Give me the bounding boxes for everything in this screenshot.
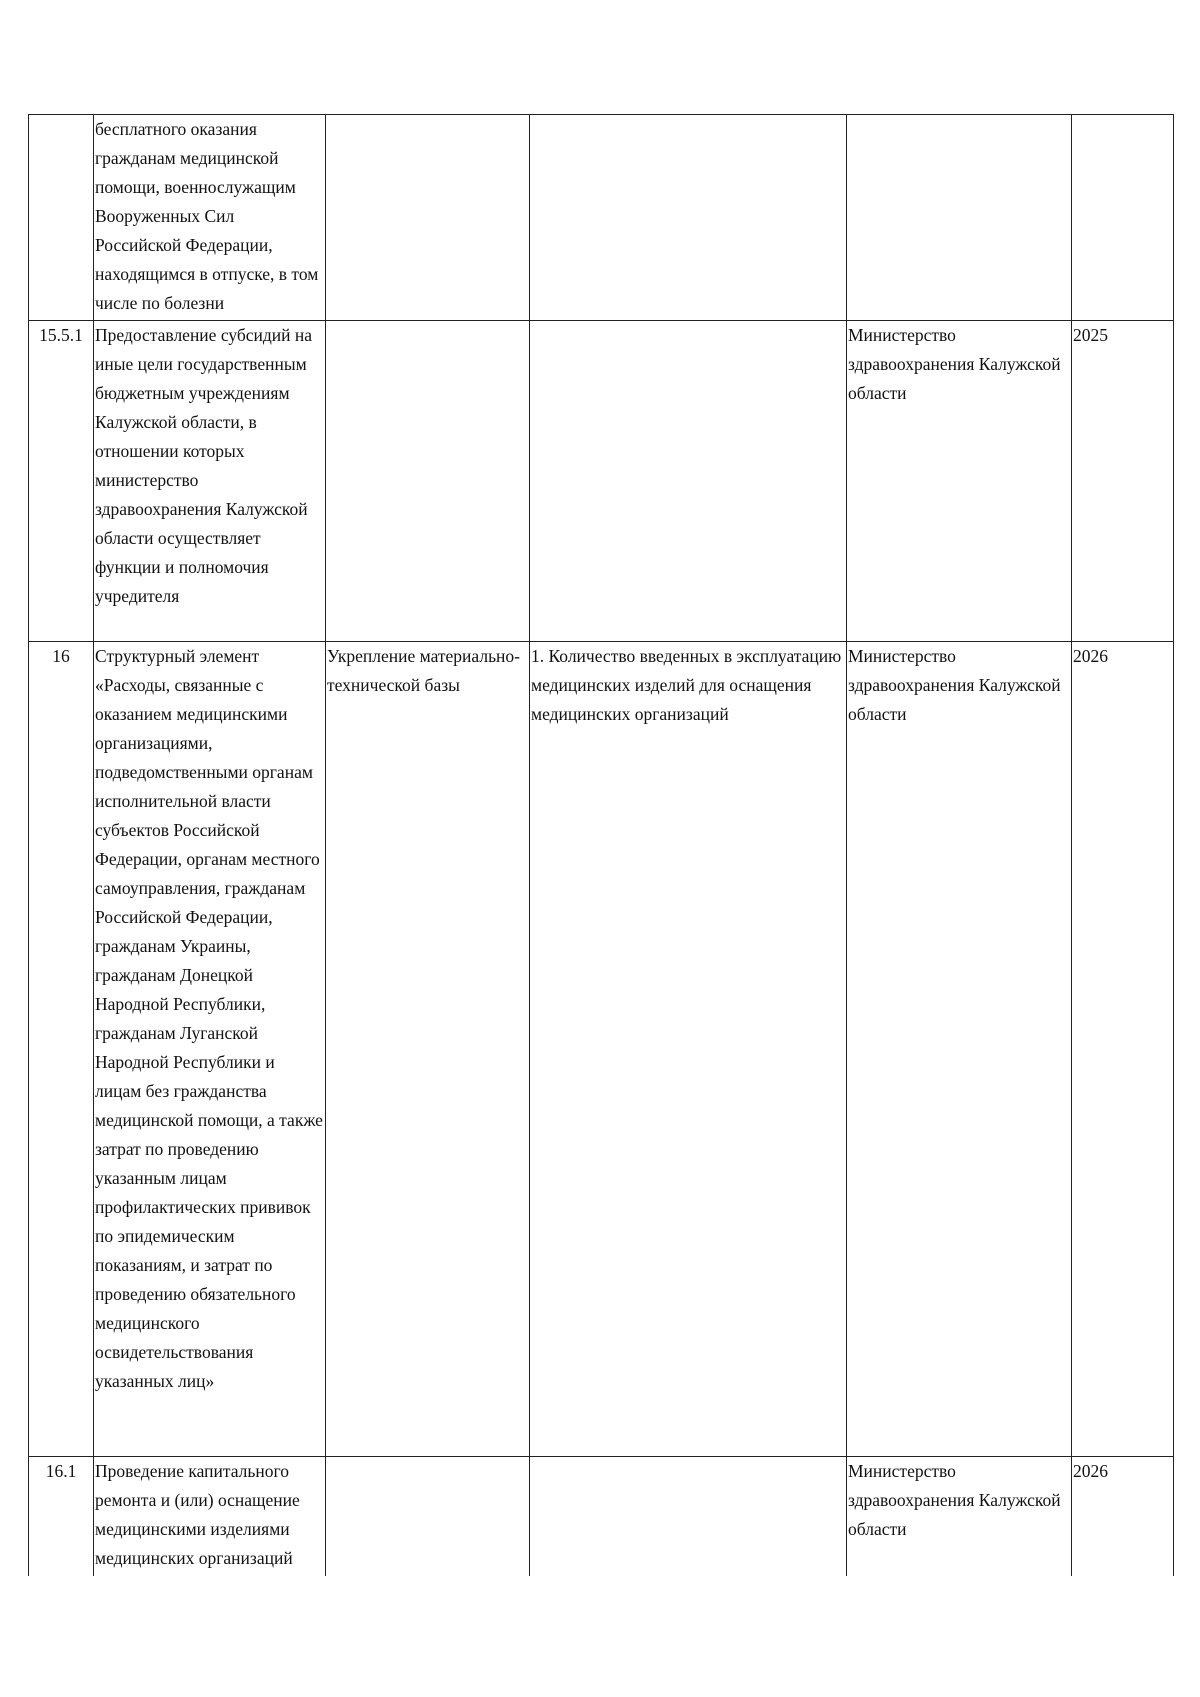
- indicator-cell: 1. Количество введенных в эксплуатацию медицинских изделий для оснащения медицинских организаций: [530, 642, 847, 1457]
- indicator-cell: [530, 1457, 847, 1576]
- table-row: [29, 115, 1174, 321]
- year-cell: 2025: [1072, 321, 1174, 642]
- row-number-cell: 15.5.1: [29, 321, 94, 642]
- task-cell: [326, 115, 530, 321]
- measure-name-cell: бесплатного оказания гражданам медицинской помощи, военнослужащим Вооруженных Сил Российской Федерации, находящимся в отпуске, в том числе по болезни: [94, 115, 326, 321]
- measure-name-cell: Предоставление субсидий на иные цели государственным бюджетным учреждениям Калужской области, в отношении которых министерство здравоохранения Калужской области осуществляет функции и полномочия учредителя: [94, 321, 326, 642]
- row-number-cell: 16.1: [29, 1457, 94, 1576]
- measure-name-cell: Проведение капитального ремонта и (или) оснащение медицинскими изделиями медицинских организаций: [94, 1457, 326, 1576]
- row-number-cell: [29, 115, 94, 321]
- task-cell: [326, 1457, 530, 1576]
- measures-table: [28, 114, 1174, 1576]
- table-row: [29, 642, 1174, 1457]
- table-row: [29, 321, 1174, 642]
- responsible-cell: Министерство здравоохранения Калужской области: [847, 1457, 1072, 1576]
- year-cell: 2026: [1072, 1457, 1174, 1576]
- year-cell: [1072, 115, 1174, 321]
- table-row: [29, 1457, 1174, 1576]
- indicator-cell: [530, 115, 847, 321]
- year-cell: 2026: [1072, 642, 1174, 1457]
- measure-name-cell: Структурный элемент «Расходы, связанные с оказанием медицинскими организациями, подведомственными органам исполнительной власти субъектов Российской Федерации, органам местного самоуправления, гражданам Российской Федерации, гражданам Украины, гражданам Донецкой Народной Республики, гражданам Луганской Народной Республики и лицам без гражданства медицинской помощи, а также затрат по проведению указанным лицам профилактических прививок по эпидемическим показаниям, и затрат по проведению обязательного медицинского освидетельствования указанных лиц»: [94, 642, 326, 1457]
- task-cell: Укрепление материально-технической базы: [326, 642, 530, 1457]
- responsible-cell: [847, 115, 1072, 321]
- indicator-cell: [530, 321, 847, 642]
- row-number-cell: 16: [29, 642, 94, 1457]
- responsible-cell: Министерство здравоохранения Калужской области: [847, 321, 1072, 642]
- task-cell: [326, 321, 530, 642]
- responsible-cell: Министерство здравоохранения Калужской области: [847, 642, 1072, 1457]
